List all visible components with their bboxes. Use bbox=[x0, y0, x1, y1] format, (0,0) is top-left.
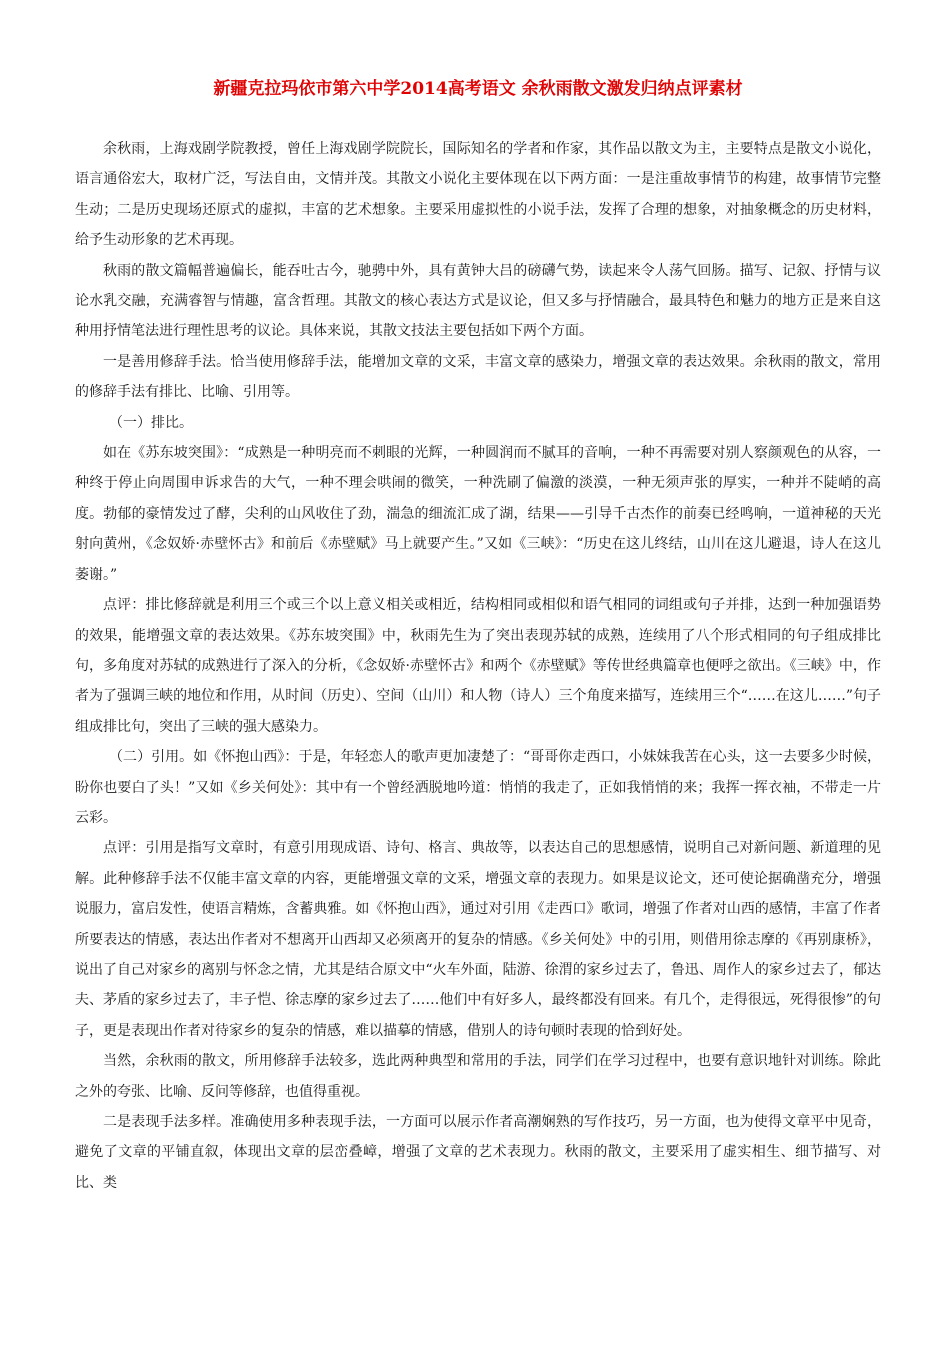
paragraph-parallelism-example: 如在《苏东坡突围》：“成熟是一种明亮而不刺眼的光辉，一种圆润而不腻耳的音响，一种不再需要对别人察颜观色的从容，一种终于停止向周围申诉求告的大气，一种不理会哄闹的微笑，一种洗刷了偏激的淡漠，一种无须声张的厚实，一种并不陡峭的高度。勃郁的豪情发过了酵，尖利的山风收住了劲，湍急的细流汇成了湖，结果——引导千古杰作的前奏已经鸣响，一道神秘的天光射向黄州，《念奴娇·赤壁怀古》和前后《赤壁赋》马上就要产生。”又如《三峡》：“历史在这儿终结，山川在这儿避退，诗人在这儿萎谢。” bbox=[75, 445, 881, 583]
paragraph-quotation-comment: 点评：引用是指写文章时，有意引用现成语、诗句、格言、典故等，以表达自己的思想感情，说明自己对新问题、新道理的见解。此种修辞手法不仅能丰富文章的内容，更能增强文章的文采，增强文章的表现力。如果是议论文，还可使论据确凿充分，增强说服力，富启发性，使语言精炼，含蓄典雅。如《怀抱山西》，通过对引用《走西口》歌词，增强了作者对山西的感情，丰富了作者所要表达的情感，表达出作者对不想离开山西却又必须离开的复杂的情感。《乡关何处》中的引用，则借用徐志摩的《再别康桥》，说出了自己对家乡的离别与怀念之情，尤其是结合原文中“火车外面，陆游、徐渭的家乡过去了，鲁迅、周作人的家乡过去了，郁达夫、茅盾的家乡过去了，丰子恺、徐志摩的家乡过去了……他们中有好多人，最终都没有回来。有几个，走得很远，死得很惨”的句子，更是表现出作者对待家乡的复杂的情感，难以描摹的情感，借别人的诗句顿时表现的恰到好处。 bbox=[75, 840, 881, 1039]
paragraph-rhetoric-summary: 当然，余秋雨的散文，所用修辞手法较多，选此两种典型和常用的手法，同学们在学习过程中，也要有意识地针对训练。除此之外的夸张、比喻、反问等修辞，也值得重视。 bbox=[75, 1053, 881, 1100]
section-heading-parallelism: （一）排比。 bbox=[109, 414, 193, 431]
paragraph-quotation-example: （二）引用。如《怀抱山西》：于是，年轻恋人的歌声更加凄楚了：“哥哥你走西口，小妹妹我苦在心头，这一去要多少时候，盼你也要白了头！”又如《乡关何处》：其中有一个曾经洒脱地吟道：悄悄的我走了，正如我悄悄的来；我挥一挥衣袖，不带走一片云彩。 bbox=[75, 749, 881, 826]
paragraph-style: 秋雨的散文篇幅普遍偏长，能吞吐古今，驰骋中外，具有黄钟大吕的磅礴气势，读起来令人荡气回肠。描写、记叙、抒情与议论水乳交融，充满睿智与情趣，富含哲理。其散文的核心表达方式是议论，但又多与抒情融合，最具特色和魅力的地方正是来自这种用抒情笔法进行理性思考的议论。具体来说，其散文技法主要包括如下两个方面。 bbox=[75, 262, 881, 340]
paragraph-rhetoric: 一是善用修辞手法。恰当使用修辞手法，能增加文章的文采，丰富文章的感染力，增强文章的表达效果。余秋雨的散文，常用的修辞手法有排比、比喻、引用等。 bbox=[75, 353, 881, 401]
paragraph-intro: 余秋雨，上海戏剧学院教授，曾任上海戏剧学院院长，国际知名的学者和作家，其作品以散文为主，主要特点是散文小说化，语言通俗宏大，取材广泛，写法自由，文情并茂。其散文小说化主要体现在以下两方面：一是注重故事情节的构建，故事情节完整生动；二是历史现场还原式的虚拟，丰富的艺术想象。主要采用虚拟性的小说手法，发挥了合理的想象，对抽象概念的历史材料，给予生动形象的艺术再现。 bbox=[75, 141, 881, 249]
paragraph-parallelism-comment: 点评：排比修辞就是利用三个或三个以上意义相关或相近，结构相同或相似和语气相同的词组或句子并排，达到一种加强语势的效果，能增强文章的表达效果。《苏东坡突围》中，秋雨先生为了突出表现苏轼的成熟，连续用了八个形式相同的句子组成排比句，多角度对苏轼的成熟进行了深入的分析，《念奴娇·赤壁怀古》和两个《赤壁赋》等传世经典篇章也便呼之欲出。《三峡》中，作者为了强调三峡的地位和作用，从时间（历史）、空间（山川）和人物（诗人）三个角度来描写，连续用三个“……在这儿……”句子组成排比句，突出了三峡的强大感染力。 bbox=[75, 597, 881, 735]
document-page bbox=[75, 78, 881, 1198]
paragraph-expression-techniques: 二是表现手法多样。准确使用多种表现手法，一方面可以展示作者高潮娴熟的写作技巧，另一方面，也为使得文章平中见奇，避免了文章的平铺直叙，体现出文章的层峦叠嶂，增强了文章的艺术表现力。秋雨的散文，主要采用了虚实相生、细节描写、对比、类 bbox=[75, 1114, 881, 1191]
document-title: 新疆克拉玛依市第六中学2014高考语文 余秋雨散文激发归纳点评素材 bbox=[213, 79, 743, 99]
